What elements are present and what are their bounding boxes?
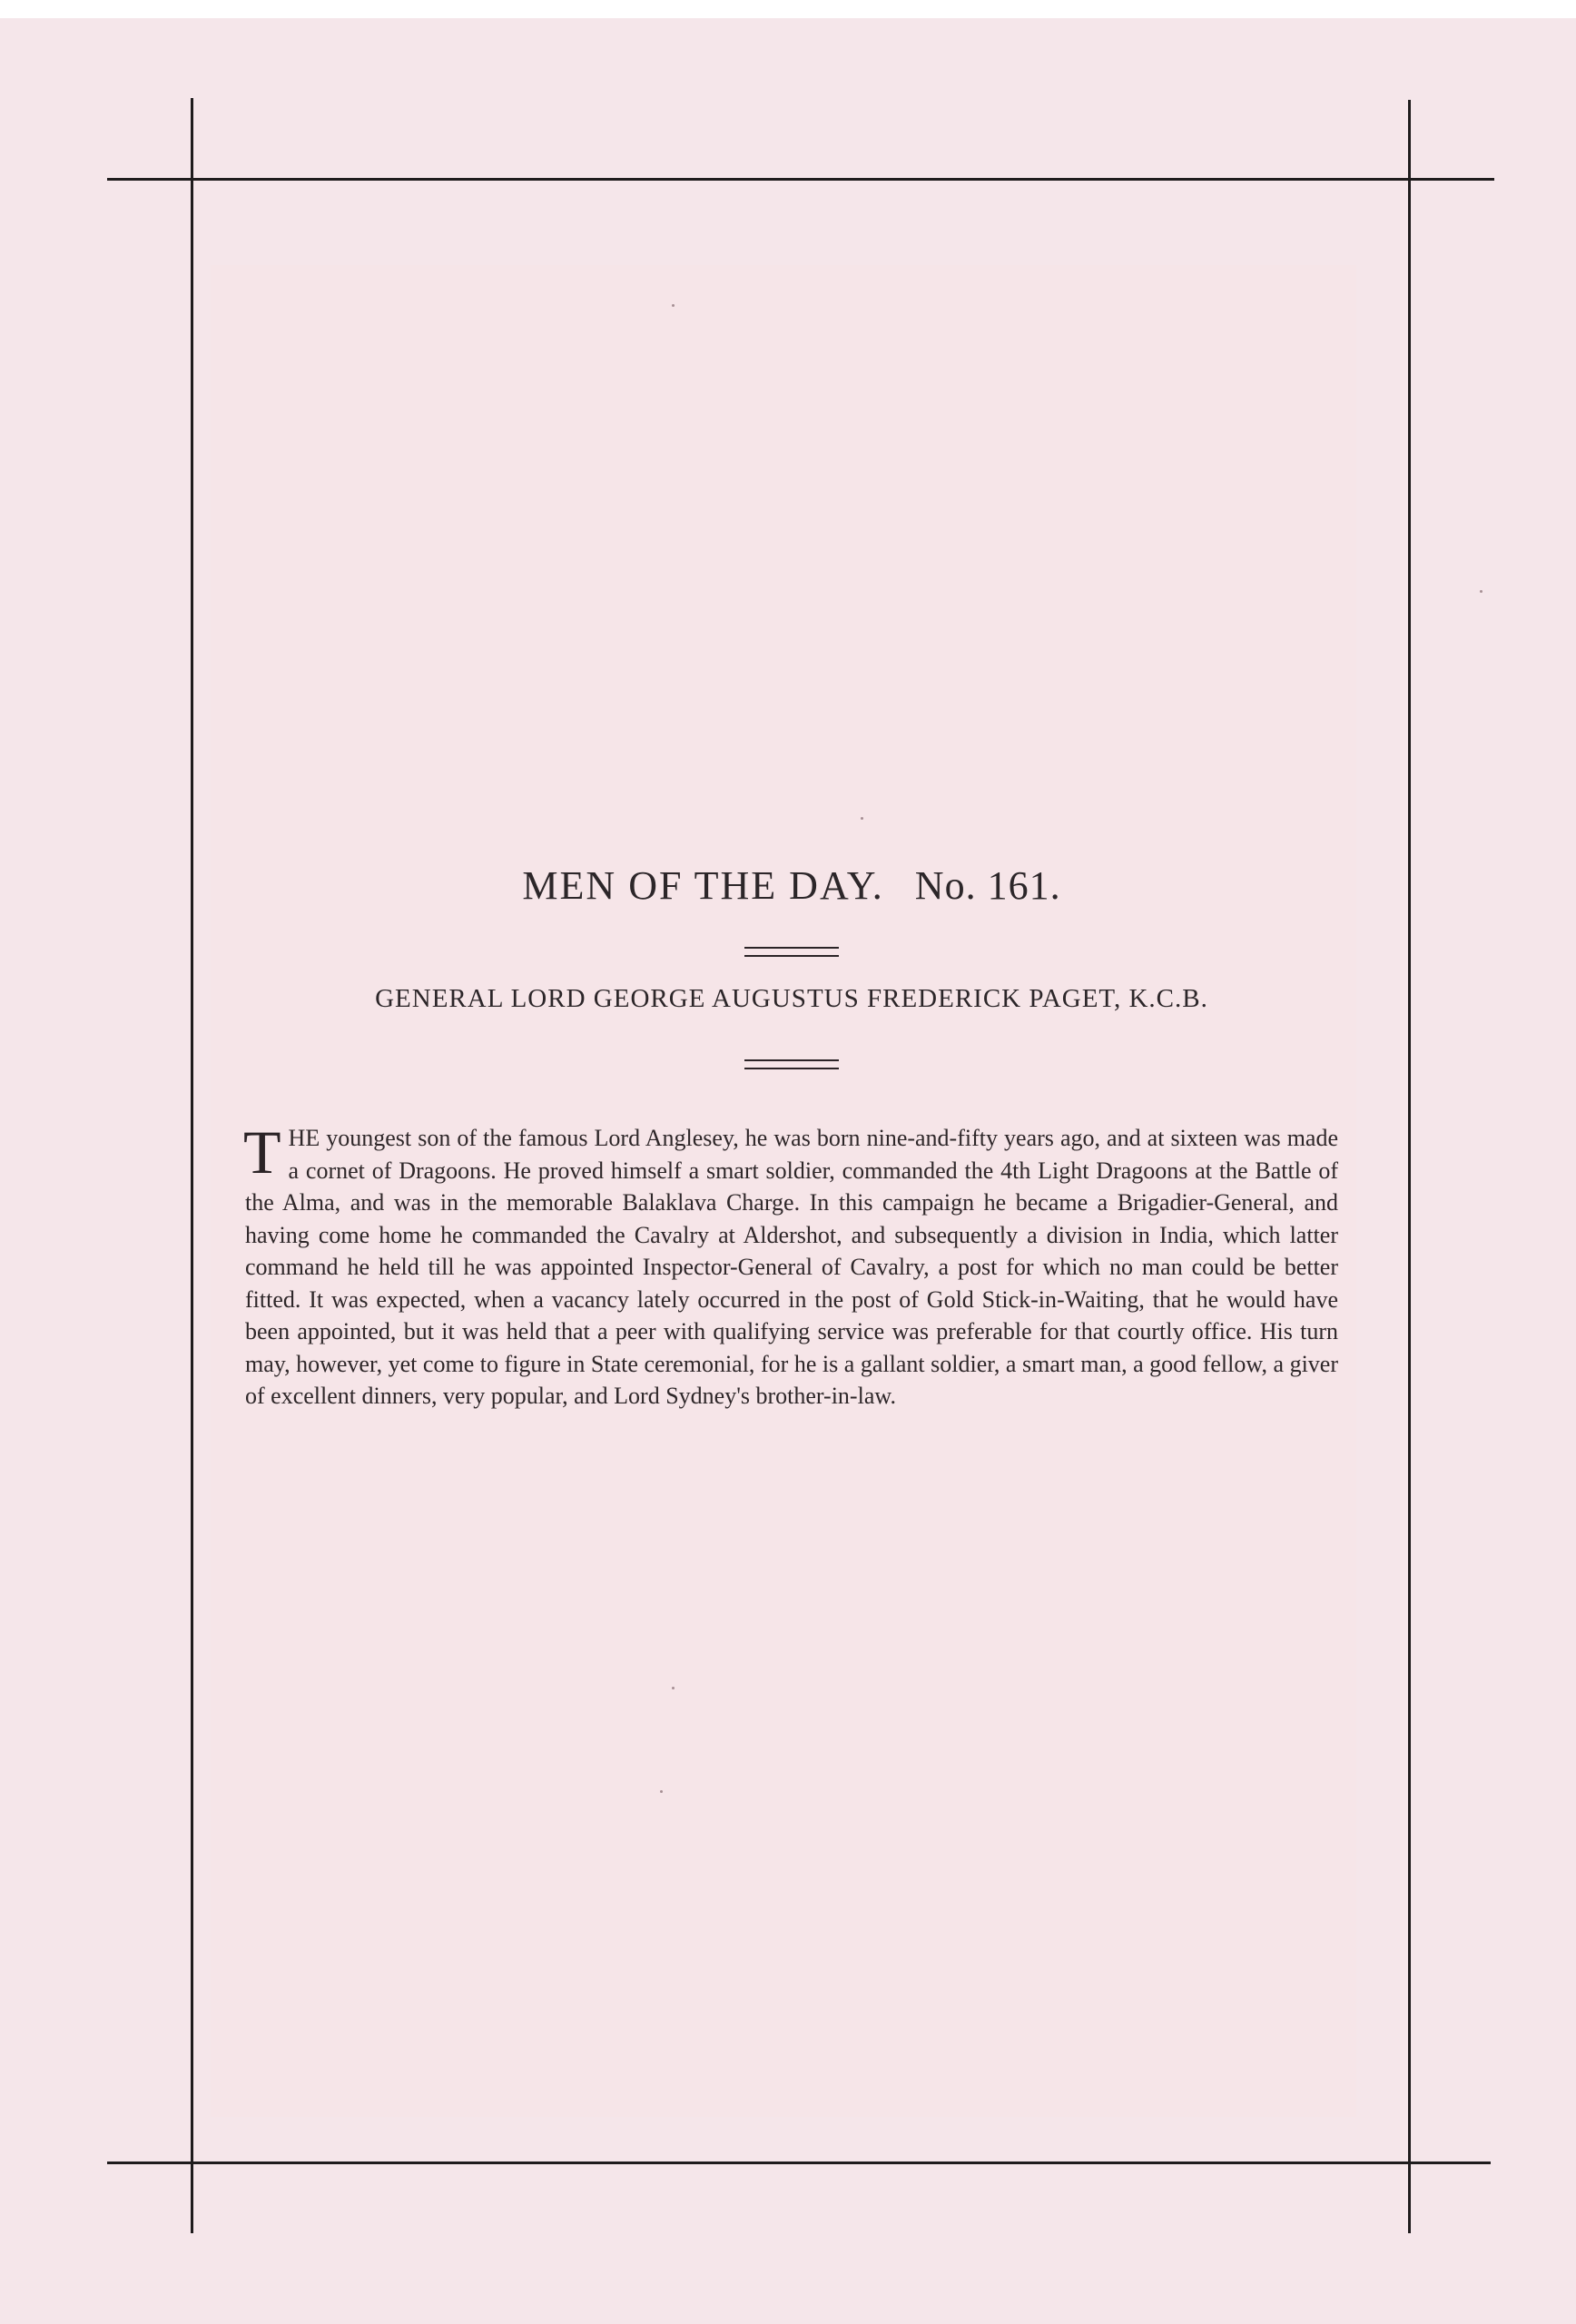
article-text: [243, 1118, 1338, 1413]
paper-speck: [672, 304, 675, 307]
page-sheet: [0, 18, 1576, 2324]
drop-cap: T: [243, 1118, 281, 1187]
frame-bottom-rule: [107, 2162, 1491, 2164]
paper-speck: [660, 1790, 663, 1793]
subject-divider: [744, 1059, 839, 1069]
frame-right-rule: [1408, 100, 1411, 2233]
paper-speck: [1480, 590, 1482, 593]
frame-left-rule: [191, 98, 193, 2233]
subject-name: GENERAL LORD GEORGE AUGUSTUS FREDERICK PAGET, K.C.B.: [375, 984, 1208, 1013]
paper-speck: [672, 1687, 675, 1689]
frame-top-rule: [107, 178, 1494, 181]
issue-number: No. 161.: [914, 863, 1061, 908]
title-divider: [744, 947, 839, 957]
paper-speck: [861, 817, 863, 820]
series-title: MEN OF THE DAY.: [522, 863, 884, 908]
page-title: [245, 862, 1338, 909]
article-body: HE youngest son of the famous Lord Anglesey, he was born nine-and-fifty years ago, and at sixteen was made a cornet of Dragoons. He proved himself a smart soldier, commanded the 4th Light Dragoons at the Battle of the Alma, and was in the memorable Balaklava Charge. In this campaign he became a Brigadier-General, and having come home he commanded the Cavalry at Aldershot, and subsequently a division in India, which latter command he held till he was appointed Inspector-General of Cavalry, a post for which no man could be better fitted. It was expected, when a vacancy lately occurred in the post of Gold Stick-in-Waiting, that he would have been appointed, but it was held that a peer with qualifying service was preferable for that courtly office. His turn may, however, yet come to figure in State ceremonial, for he is a gallant soldier, a smart man, a good fellow, a giver of excellent dinners, very popular, and Lord Sydney's brother-in-law.: [245, 1125, 1338, 1409]
article-block: [245, 853, 1338, 1413]
